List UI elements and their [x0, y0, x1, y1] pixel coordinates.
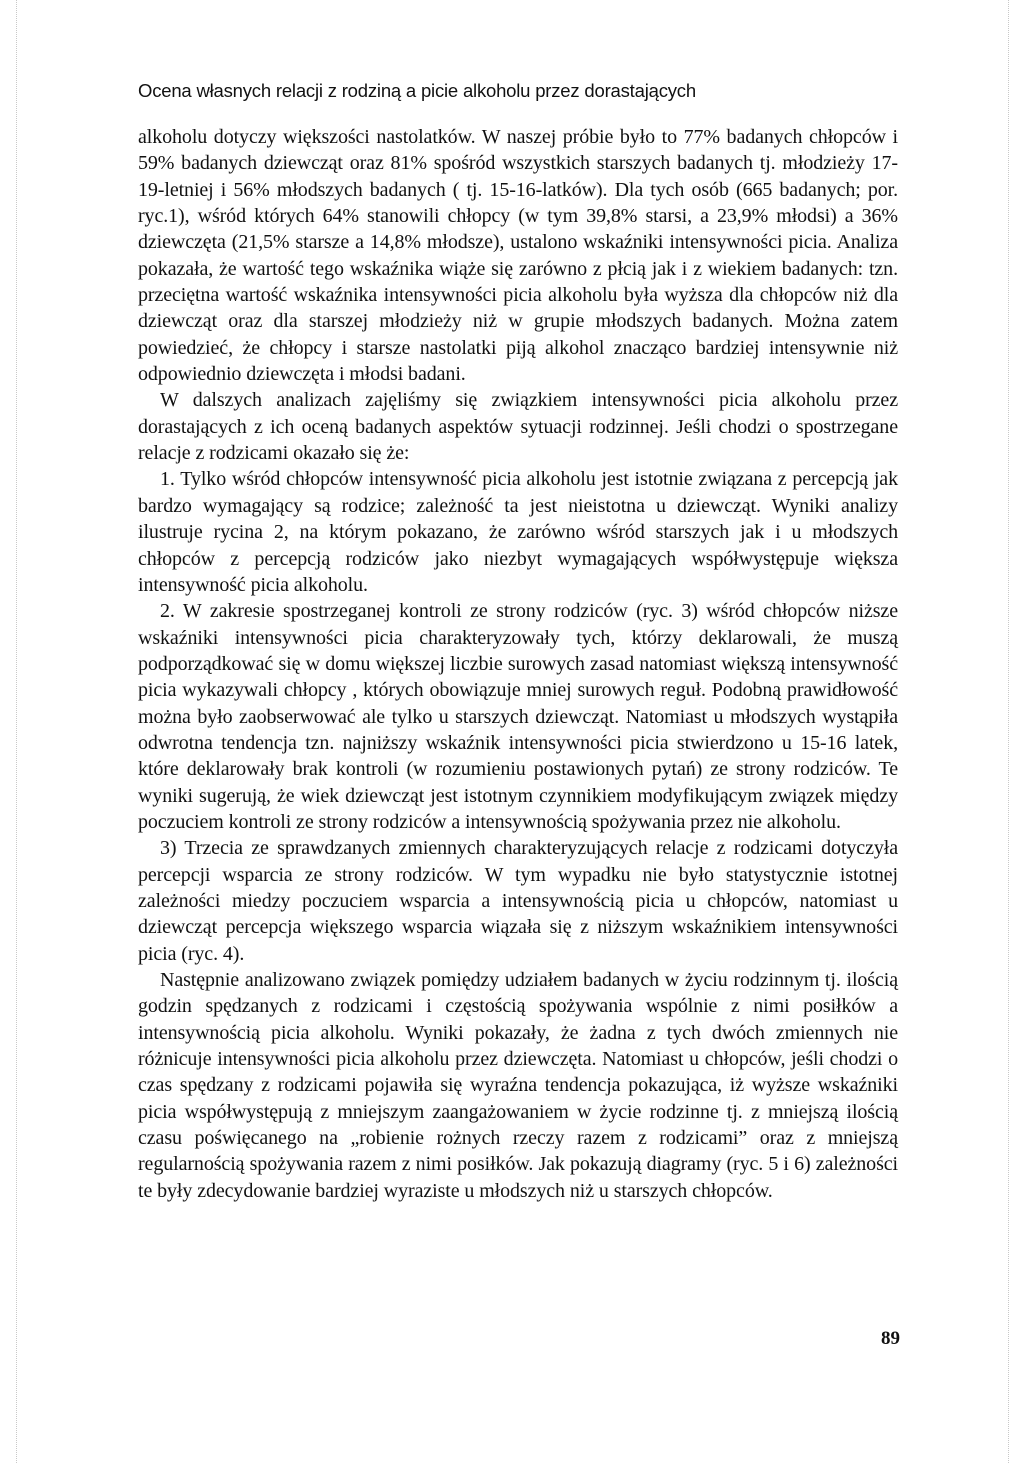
paragraph-4: 2. W zakresie spostrzeganej kontroli ze strony rodziców (ryc. 3) wśród chłopców niższe wskaźniki intensywności picia charakteryzowały tych, którzy deklarowali, że muszą podporządkować się w domu większej liczbie surowych zasad natomiast większą intensywność picia wykazywali chłopcy , których obowiązuje mniej surowych reguł. Podobną prawidłowość można było zaobserwować ale tylko u starszych dziewcząt. Natomiast u młodszych wystąpiła odwrotna tendencja tzn. najniższy wskaźnik intensywności picia stwierdzono u 15-16 latek, które deklarowały brak kontroli (w rozumieniu postawionych pytań) ze strony rodziców. Te wyniki sugerują, że wiek dziewcząt jest istotnym czynnikiem modyfikującym związek między poczuciem kontroli ze strony rodziców a intensywnością spożywania przez nie alkoholu.: [138, 600, 898, 833]
scan-edge-right: [1008, 0, 1009, 1463]
paragraph-5: 3) Trzecia ze sprawdzanych zmiennych charakteryzujących relacje z rodzicami dotyczyła percepcji wsparcia ze strony rodziców. W tym wypadku nie było statystycznie istotnej zależności miedzy poczuciem wsparcia a intensywnością picia u chłopców, natomiast u dziewcząt percepcja większego wsparcia wiązała się z niższym wskaźnikiem intensywności picia (ryc. 4).: [138, 837, 898, 965]
scan-edge-left: [16, 0, 17, 1463]
page-number: 89: [881, 1328, 900, 1349]
running-head: Ocena własnych relacji z rodziną a picie alkoholu przez dorastających: [138, 80, 696, 101]
paragraph-1: alkoholu dotyczy większości nastolatków. W naszej próbie było to 77% badanych chłopców i 59% badanych dziewcząt oraz 81% spośród wszystkich starszych badanych tj. młodzieży 17-19-letniej i 56% młodszych badanych ( tj. 15-16-latków). Dla tych osób (665 badanych; por. ryc.1), wśród których 64% stanowili chłopcy (w tym 39,8% starsi, a 23,9% młodsi) a 36% dziewczęta (21,5% starsze a 14,8% młodsze), ustalono wskaźniki intensywności picia. Analiza pokazała, że wartość tego wskaźnika wiąże się zarówno z płcią jak i z wiekiem badanych: tzn. przeciętna wartość wskaźnika intensywności picia alkoholu była wyższa dla chłopców niż dla dziewcząt oraz dla starszej młodzieży niż w grupie młodszych badanych. Można zatem powiedzieć, że chłopcy i starsze nastolatki piją alkohol znacząco bardziej intensywnie niż odpowiednio dziewczęta i młodsi badani.: [138, 126, 898, 386]
paragraph-3: 1. Tylko wśród chłopców intensywność picia alkoholu jest istotnie związana z percepcją jak bardzo wymagający są rodzice; zależność ta jest nieistotna u dziewcząt. Wyniki analizy ilustruje rycina 2, na którym pokazano, że zarówno wśród starszych jak i u młodszych chłopców z percepcją rodziców jako niezbyt wymagających współwystępuje większa intensywność picia alkoholu.: [138, 468, 898, 596]
paragraph-2: W dalszych analizach zajęliśmy się związkiem intensywności picia alkoholu przez dorastających z ich oceną badanych aspektów sytuacji rodzinnej. Jeśli chodzi o spostrzegane relacje z rodzicami okazało się że:: [138, 389, 898, 465]
body-text: [138, 124, 898, 1204]
paragraph-6: Następnie analizowano związek pomiędzy udziałem badanych w życiu rodzinnym tj. ilością godzin spędzanych z rodzicami i częstością spożywania wspólnie z nimi posiłków a intensywnością picia alkoholu. Wyniki pokazały, że żadna z tych dwóch zmiennych nie różnicuje intensywności picia alkoholu przez dziewczęta. Natomiast u chłopców, jeśli chodzi o czas spędzany z rodzicami pojawiła się wyraźna tendencja pokazująca, iż wyższe wskaźniki picia współwystępują z mniejszym zaangażowaniem w życie rodzinne tj. z mniejszą ilością czasu poświęcanego na „robienie rożnych rzeczy razem z rodzicami” oraz z mniejszą regularnością spożywania razem z nimi posiłków. Jak pokazują diagramy (ryc. 5 i 6) zależności te były zdecydowanie bardziej wyraziste u młodszych niż u starszych chłopców.: [138, 969, 898, 1202]
